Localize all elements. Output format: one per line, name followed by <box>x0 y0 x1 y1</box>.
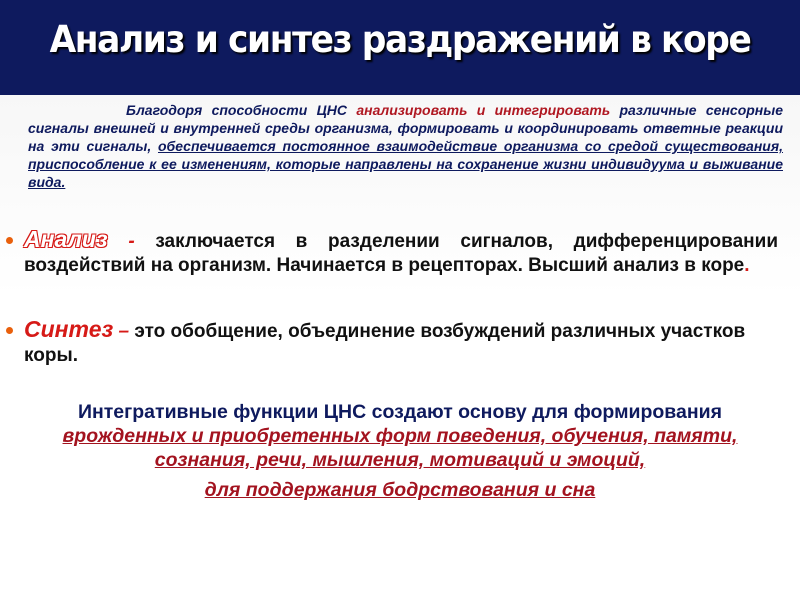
synthesis-bullet <box>6 317 778 368</box>
intro-paragraph <box>28 101 783 191</box>
title-bar <box>0 0 800 95</box>
analysis-period: . <box>744 255 750 276</box>
analysis-dash: - <box>107 231 156 252</box>
intro-highlight: анализировать и интегрировать <box>356 102 611 118</box>
synthesis-text-block <box>24 317 778 368</box>
intro-underlined: обеспечивается постоянное взаимодействие организма со средой существования, приспособление к ее изменениям, которые направлены на сохранение жизни индивидуума и выживание вида. <box>28 138 783 190</box>
synthesis-definition: это обобщение, объединение возбуждений различных участков коры. <box>24 321 746 366</box>
integrative-functions <box>30 400 770 502</box>
analysis-definition: заключается в разделении сигналов, дифференцировании воздействий на организм. Начинается в рецепторах. Высший анализ в коре <box>24 231 778 276</box>
integrative-wakefulness: для поддержания бодрствования и сна <box>204 479 596 501</box>
analysis-bullet <box>6 227 778 278</box>
intro-text-1: Благодоря способности ЦНС <box>126 102 357 118</box>
analysis-text-block <box>24 227 778 278</box>
bullet-dot-icon <box>6 327 13 334</box>
synthesis-dash: – <box>113 321 135 342</box>
analysis-term: Анализ <box>24 226 108 252</box>
slide-content <box>0 95 800 600</box>
synthesis-term: Синтез <box>24 316 114 342</box>
slide-title: Анализ и синтез раздражений в коре <box>49 18 751 61</box>
integrative-forms: врожденных и приобретенных форм поведения, обучения, памяти, сознания, речи, мышления, мотиваций и эмоций, <box>62 425 738 471</box>
bullet-dot-icon <box>6 237 13 244</box>
integrative-lead: Интегративные функции ЦНС создают основу для формирования <box>77 401 723 423</box>
intro-text-2: различные сенсорные сигналы внешней и внутренней среды организма, формировать и координировать ответные реакции на эти сигналы, <box>28 102 784 154</box>
